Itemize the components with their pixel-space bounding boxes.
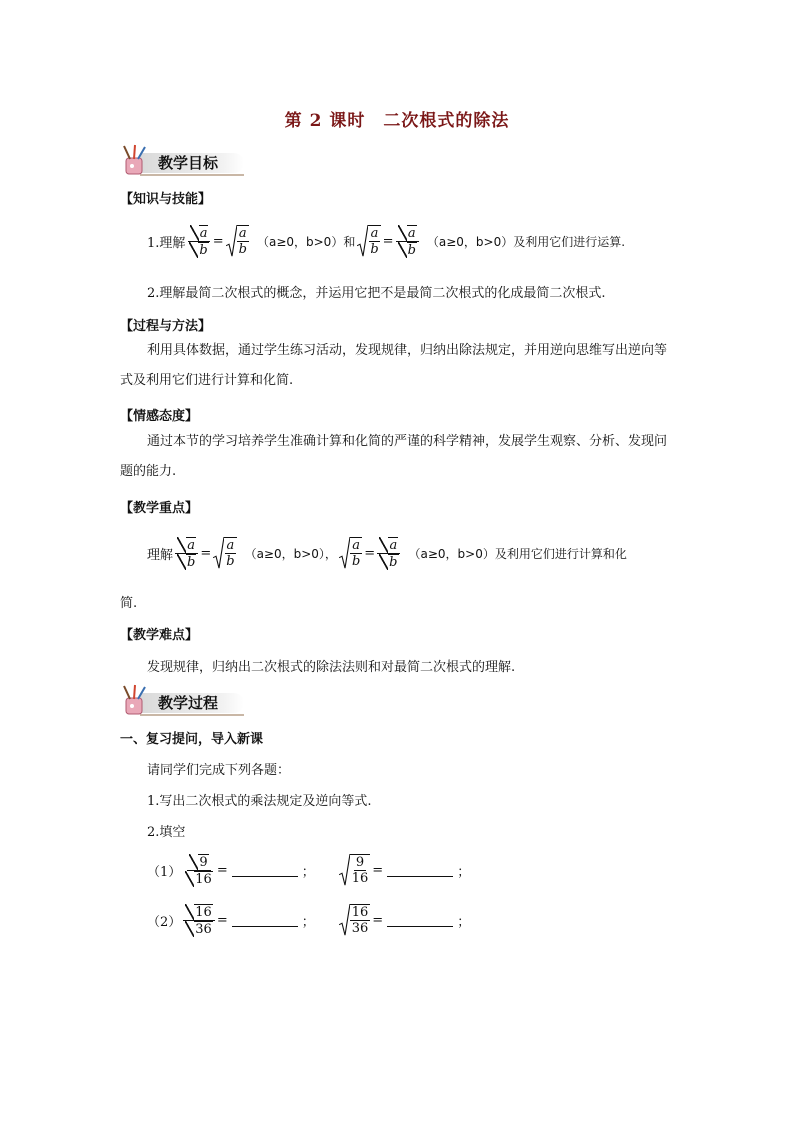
section1-intro: 请同学们完成下列各题： <box>147 763 291 778</box>
formula-sqrt-a-over-b-kp: $\frac{a}{b}$ <box>213 537 236 569</box>
formula-sqrt-a-over-b-2: $\frac{a}{b}$ <box>357 225 380 257</box>
difficulty-text: 发现规律，归纳出二次根式的除法法则和对最简二次根式的理解. <box>147 660 516 675</box>
heading-difficulty: 【教学难点】 <box>120 628 199 643</box>
formula-sqrt-a-over-b-kp-2: $\frac{a}{b}$ <box>339 537 362 569</box>
banner-label: 教学过程 <box>158 694 219 712</box>
sqrt-16-over-36: $\frac{16}{36}$ <box>339 904 371 936</box>
answer-blank[interactable] <box>232 864 298 877</box>
sqrt-9-over-16: $\frac{9}{16}$ <box>339 854 371 886</box>
section-banner-goals <box>118 144 246 176</box>
formula-sqrt-a-over-sqrt-b-2: $\frac{a}{b}$ <box>396 225 419 258</box>
process-text: 利用具体数据，通过学生练习活动，发现规律，归纳出除法规定，并用逆向思维写出逆向等式及利用它们进行计算和化简. <box>120 343 668 388</box>
pencil-holder-icon <box>118 684 152 716</box>
problem-2: （2） $\frac{16}{36}$ = ； $\frac{16}{36}$ = ； <box>147 904 471 937</box>
section-banner-process <box>118 684 246 716</box>
answer-blank[interactable] <box>232 914 298 927</box>
section1-q2: 2.填空 <box>147 825 186 840</box>
frac-sqrt9-over-sqrt16: $\frac{9}{16}$ <box>183 854 215 887</box>
pencil-holder-icon <box>118 144 152 176</box>
frac-sqrt16-over-sqrt36: $\frac{16}{36}$ <box>183 904 215 937</box>
keypoint-line: 理解 $\frac{a}{b}$ = $\frac{a}{b}$ （a≥0，b>0）， $\frac{a}{b}$ = $\frac{a}{b}$ （a≥0，b>0）及利用它们进行计算和化 <box>147 537 627 570</box>
formula-sqrt-a-over-sqrt-b: $\frac{a}{b}$ <box>187 225 210 258</box>
page-title: 第 2 课时 二次根式的除法 <box>284 111 510 131</box>
knowledge-item-2: 2.理解最简二次根式的概念，并运用它把不是最简二次根式的化成最简二次根式. <box>147 286 606 301</box>
heading-attitude: 【情感态度】 <box>120 409 199 424</box>
heading-keypoint: 【教学重点】 <box>120 501 199 516</box>
answer-blank[interactable] <box>387 864 453 877</box>
keypoint-tail: 简. <box>120 596 138 611</box>
formula-sqrt-a-over-sqrt-b-kp-2: $\frac{a}{b}$ <box>377 537 400 570</box>
attitude-text: 通过本节的学习培养学生准确计算和化简的严谨的科学精神，发展学生观察、分析、发现问题的能力. <box>120 434 668 479</box>
banner-label: 教学目标 <box>158 154 219 172</box>
formula-sqrt-a-over-sqrt-b-kp: $\frac{a}{b}$ <box>175 537 198 570</box>
item1-prefix: 1.理解 <box>147 235 186 251</box>
heading-section1: 一、复习提问，导入新课 <box>120 732 264 747</box>
section1-q1: 1.写出二次根式的乘法规定及逆向等式. <box>147 794 372 809</box>
heading-process: 【过程与方法】 <box>120 319 212 334</box>
formula-sqrt-a-over-b: $\frac{a}{b}$ <box>226 225 249 257</box>
heading-knowledge: 【知识与技能】 <box>120 192 212 207</box>
knowledge-item-1: 1.理解 $\frac{a}{b}$ = $\frac{a}{b}$ （a≥0，b>0）和 $\frac{a}{b}$ = $\frac{a}{b}$ （a≥0，b>0）及利用它们进行运算. <box>147 225 626 258</box>
answer-blank[interactable] <box>387 914 453 927</box>
problem-1: （1） $\frac{9}{16}$ = ； $\frac{9}{16}$ = ； <box>147 854 471 887</box>
